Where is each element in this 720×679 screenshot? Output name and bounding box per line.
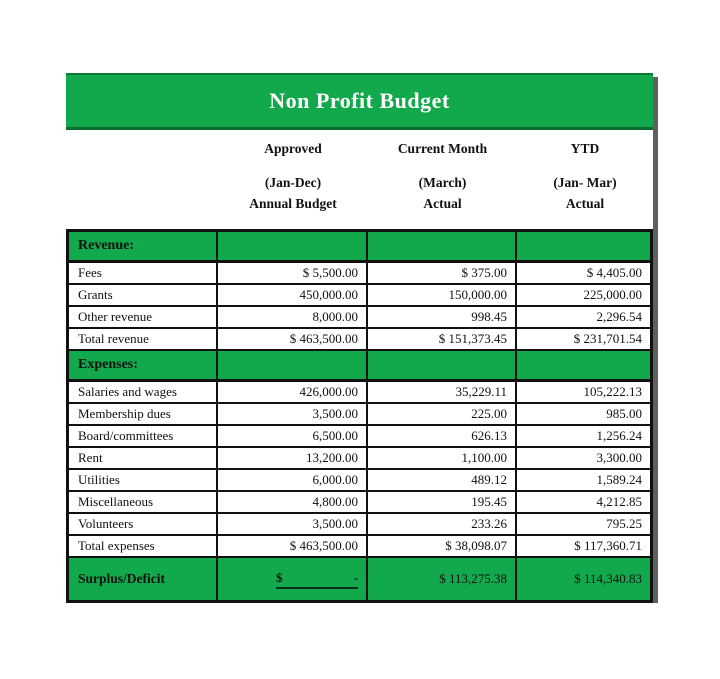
current-month-value: 195.45 — [368, 492, 517, 512]
table-row-board-committees — [69, 426, 650, 448]
row-label: Miscellaneous — [69, 492, 218, 512]
table-row-utilities — [69, 470, 650, 492]
current-month-value: $ 38,098.07 — [368, 536, 517, 556]
budget-sheet — [66, 73, 653, 603]
current-month-value: 998.45 — [368, 307, 517, 327]
approved-value: 6,000.00 — [218, 470, 368, 490]
row-label: Utilities — [69, 470, 218, 490]
accounting-blank-value — [276, 570, 358, 589]
surplus-ytd-value: $ 114,340.83 — [574, 571, 642, 586]
current-month-value: 1,100.00 — [368, 448, 517, 468]
table-row-fees — [69, 263, 650, 285]
ytd-value: 4,212.85 — [596, 494, 642, 509]
empty-cell — [517, 351, 650, 379]
column-title: Current Month — [397, 141, 488, 156]
section-label: Revenue: — [69, 232, 218, 260]
column-header-approved — [218, 130, 368, 229]
row-label: Salaries and wages — [69, 382, 218, 402]
ytd-value: 795.25 — [606, 516, 642, 531]
table-row-other-revenue — [69, 307, 650, 329]
table-row-rent — [69, 448, 650, 470]
ytd-value: 2,296.54 — [596, 309, 642, 324]
approved-value: 4,800.00 — [218, 492, 368, 512]
column-subtitle2: Actual — [565, 196, 605, 211]
ytd-value: 3,300.00 — [596, 450, 642, 465]
section-label: Expenses: — [69, 351, 218, 379]
approved-value: $ 463,500.00 — [218, 329, 368, 349]
ytd-value: $ 117,360.71 — [574, 538, 642, 553]
row-label: Board/committees — [69, 426, 218, 446]
current-month-value: 225.00 — [368, 404, 517, 424]
current-month-value: 150,000.00 — [368, 285, 517, 305]
title-bar — [66, 73, 653, 130]
current-month-value: $ 375.00 — [368, 263, 517, 283]
ytd-value: 1,589.24 — [596, 472, 642, 487]
empty-cell — [368, 232, 517, 260]
current-month-value: 233.26 — [368, 514, 517, 534]
empty-cell — [218, 232, 368, 260]
approved-value: $ 463,500.00 — [218, 536, 368, 556]
column-subtitle2: Annual Budget — [249, 196, 337, 211]
row-label: Rent — [69, 448, 218, 468]
approved-value: 3,500.00 — [218, 404, 368, 424]
column-header-current-month — [368, 130, 517, 229]
budget-table — [66, 229, 653, 603]
column-subtitle: (Jan- Mar) — [553, 174, 617, 190]
row-label: Membership dues — [69, 404, 218, 424]
row-label: Grants — [69, 285, 218, 305]
table-row-total-revenue — [69, 329, 650, 351]
surplus-current-value: $ 113,275.38 — [368, 558, 517, 600]
ytd-value: 985.00 — [606, 406, 642, 421]
dash-placeholder: - — [353, 569, 358, 585]
surplus-approved-cell — [218, 558, 368, 600]
table-row-membership-dues — [69, 404, 650, 426]
ytd-value: $ 4,405.00 — [586, 265, 642, 280]
column-subtitle: (March) — [418, 174, 467, 190]
approved-value: 6,500.00 — [218, 426, 368, 446]
empty-cell — [517, 232, 650, 260]
table-row-miscellaneous — [69, 492, 650, 514]
surplus-deficit-row — [69, 558, 650, 600]
column-headers — [66, 130, 653, 229]
row-label: Total revenue — [69, 329, 218, 349]
approved-value: 13,200.00 — [218, 448, 368, 468]
ytd-value: 225,000.00 — [583, 287, 642, 302]
table-row-grants — [69, 285, 650, 307]
expenses-section-row — [69, 351, 650, 382]
page-title: Non Profit Budget — [269, 88, 450, 113]
ytd-value: $ 231,701.54 — [573, 331, 642, 346]
approved-value: 426,000.00 — [218, 382, 368, 402]
table-row-total-expenses — [69, 536, 650, 558]
empty-cell — [368, 351, 517, 379]
current-month-value: $ 151,373.45 — [368, 329, 517, 349]
approved-value: 8,000.00 — [218, 307, 368, 327]
ytd-value: 1,256.24 — [596, 428, 642, 443]
approved-value: 3,500.00 — [218, 514, 368, 534]
current-month-value: 489.12 — [368, 470, 517, 490]
empty-cell — [218, 351, 368, 379]
column-subtitle2: Actual — [423, 196, 462, 211]
row-label: Other revenue — [69, 307, 218, 327]
header-spacer — [66, 130, 218, 229]
approved-value: $ 5,500.00 — [218, 263, 368, 283]
column-title: Approved — [264, 141, 322, 156]
row-label: Fees — [69, 263, 218, 283]
revenue-section-row — [69, 232, 650, 263]
table-row-volunteers — [69, 514, 650, 536]
column-subtitle: (Jan-Dec) — [264, 174, 322, 190]
column-title: YTD — [570, 141, 600, 156]
approved-value: 450,000.00 — [218, 285, 368, 305]
table-row-salaries — [69, 382, 650, 404]
currency-symbol: $ — [276, 569, 283, 585]
row-label: Volunteers — [69, 514, 218, 534]
current-month-value: 626.13 — [368, 426, 517, 446]
current-month-value: 35,229.11 — [368, 382, 517, 402]
ytd-value: 105,222.13 — [583, 384, 642, 399]
row-label: Total expenses — [69, 536, 218, 556]
column-header-ytd — [517, 130, 653, 229]
surplus-label: Surplus/Deficit — [69, 558, 218, 600]
